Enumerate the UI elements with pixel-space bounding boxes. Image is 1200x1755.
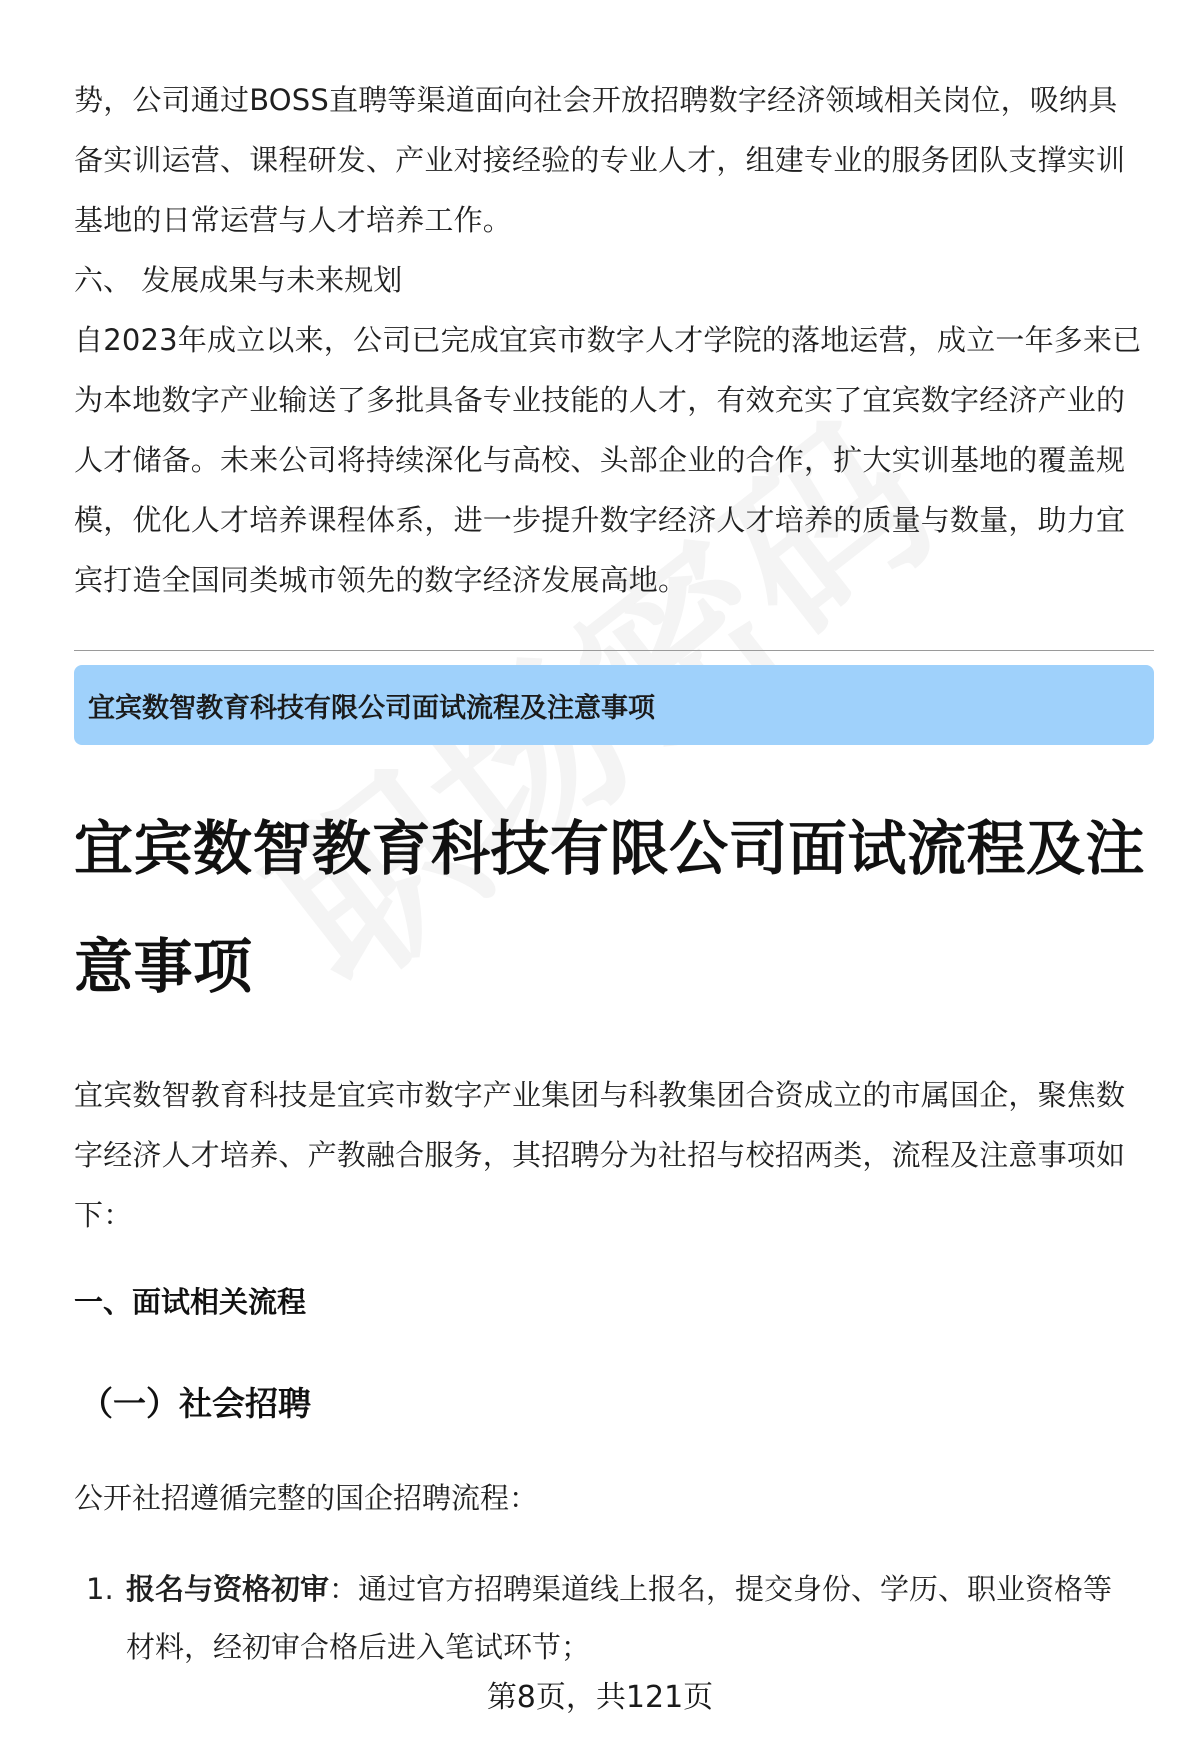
section-banner <box>74 665 1154 745</box>
page-title <box>74 790 1154 1026</box>
paragraph-line: 为本地数字产业输送了多批具备专业技能的人才，有效充实了宜宾数字经济产业的 <box>74 383 1126 417</box>
list-number: 1. <box>86 1572 114 1606</box>
paragraph-line: 势，公司通过BOSS直聘等渠道面向社会开放招聘数字经济领域相关岗位，吸纳具 <box>74 83 1118 117</box>
page-footer: 第8页，共121页 <box>486 1680 714 1715</box>
list-item <box>74 1560 1154 1676</box>
paragraph-line: 人才储备。未来公司将持续深化与高校、头部企业的合作，扩大实训基地的覆盖规 <box>74 443 1126 477</box>
page-title-line: 宜宾数智教育科技有限公司面试流程及注 <box>74 814 1146 883</box>
paragraph-line: 宜宾数智教育科技是宜宾市数字产业集团与科教集团合资成立的市属国企，聚焦数 <box>74 1078 1126 1112</box>
paragraph-line: 宾打造全国同类城市领先的数字经济发展高地。 <box>74 563 688 597</box>
list-item-bold: 报名与资格初审 <box>126 1572 330 1606</box>
divider <box>74 650 1154 651</box>
section-heading: 一、面试相关流程 <box>74 1285 307 1319</box>
paragraph-line: 模，优化人才培养课程体系，进一步提升数字经济人才培养的质量与数量，助力宜 <box>74 503 1126 537</box>
banner-title: 宜宾数智教育科技有限公司面试流程及注意事项 <box>88 692 655 724</box>
top-content <box>74 70 1154 610</box>
paragraph-line: 备实训运营、课程研发、产业对接经验的专业人才，组建专业的服务团队支撑实训 <box>74 143 1126 177</box>
paragraph-line: 下： <box>74 1198 133 1232</box>
subsection-heading: （一）社会招聘 <box>80 1384 311 1423</box>
lead-text: 公开社招遵循完整的国企招聘流程： <box>74 1481 539 1515</box>
paragraph-line: 基地的日常运营与人才培养工作。 <box>74 203 513 237</box>
section-six-heading: 六、 发展成果与未来规划 <box>74 263 403 297</box>
intro-paragraph <box>74 1065 1154 1245</box>
list-item-text: ：通过官方招聘渠道线上报名，提交身份、学历、职业资格等 <box>329 1572 1113 1606</box>
list-item-text: 材料，经初审合格后进入笔试环节； <box>126 1630 591 1664</box>
paragraph-line: 字经济人才培养、产教融合服务，其招聘分为社招与校招两类，流程及注意事项如 <box>74 1138 1126 1172</box>
paragraph-line: 自2023年成立以来，公司已完成宜宾市数字人才学院的落地运营，成立一年多来已 <box>74 323 1142 357</box>
ordered-list <box>74 1560 1154 1676</box>
page-title-line: 意事项 <box>74 932 253 1001</box>
list-item-body <box>126 1560 1154 1676</box>
